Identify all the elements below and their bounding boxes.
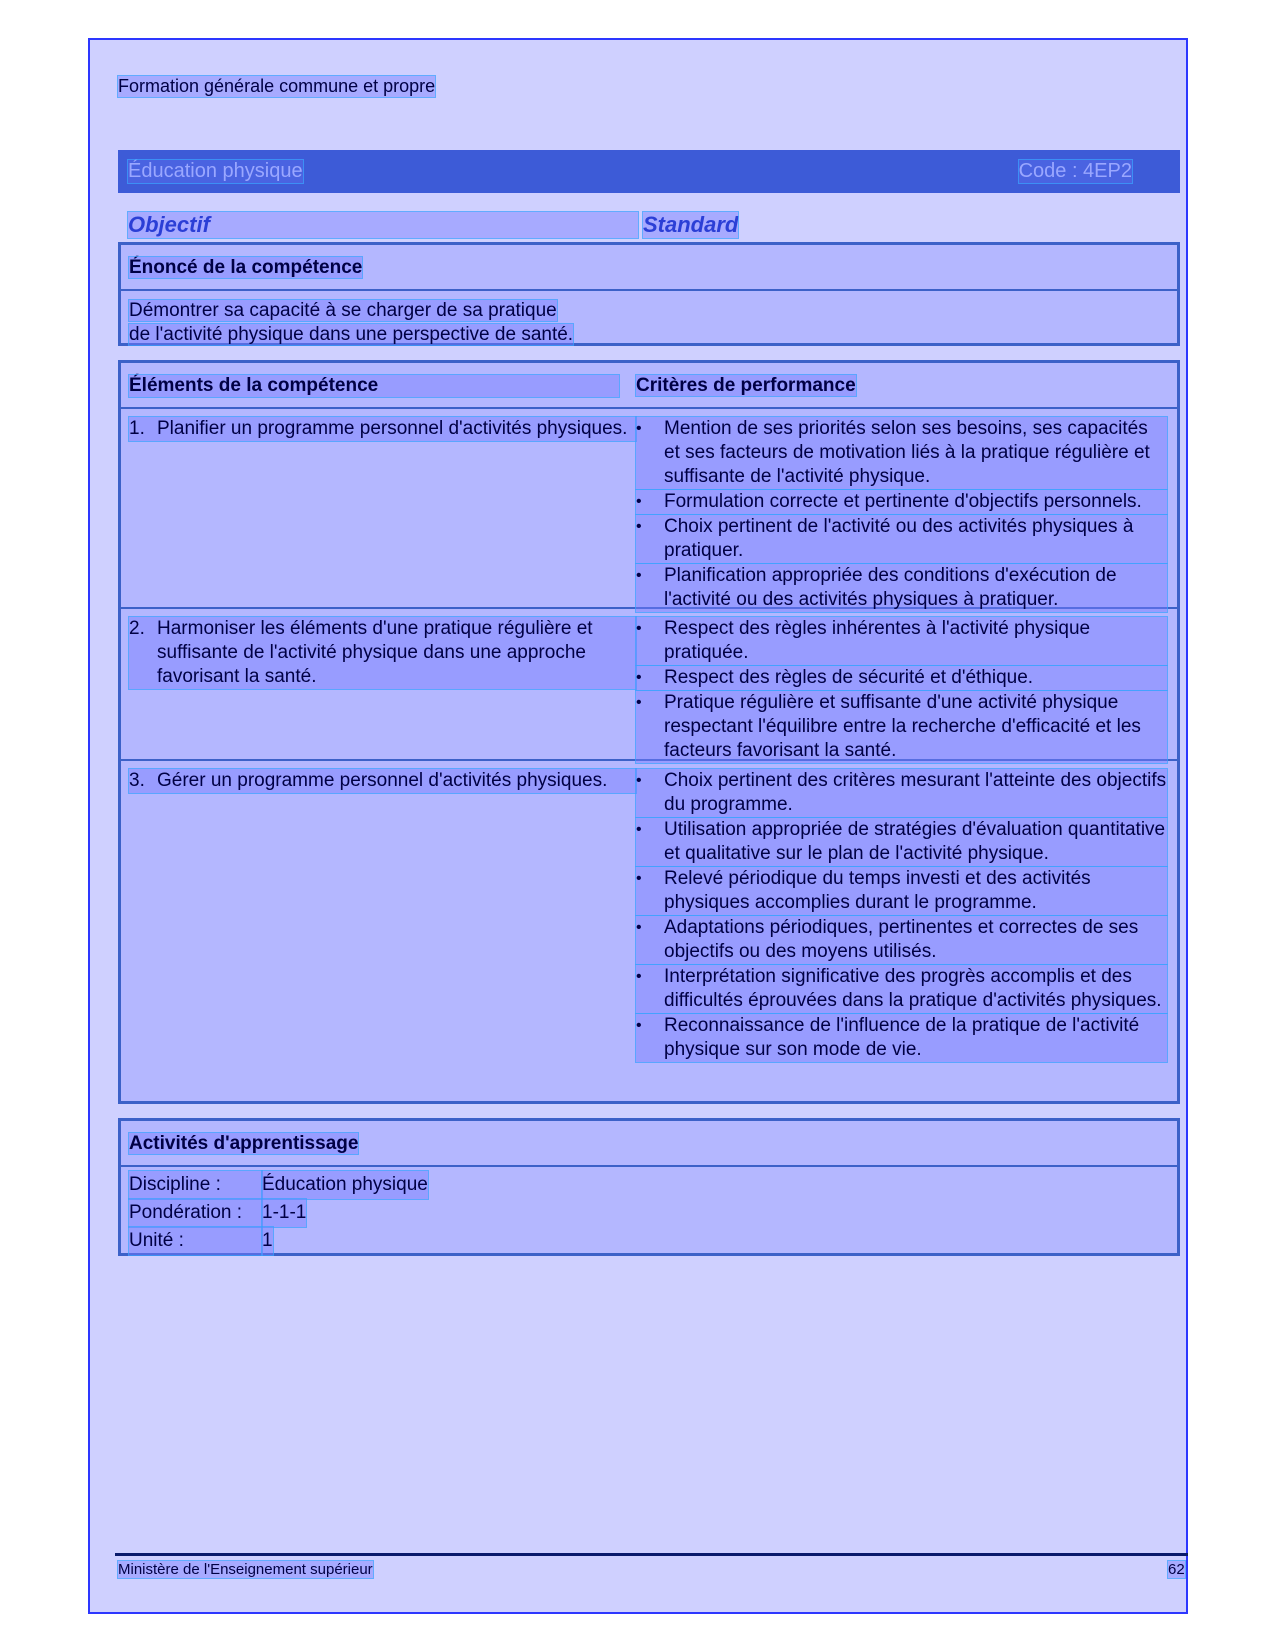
criterion-item <box>636 564 1167 612</box>
bullet-icon: • <box>636 420 642 437</box>
criterion-text: Pratique régulière et suffisante d'une activité physique respectant l'équilibre entre la recherche d'efficacité et les facteurs favorisant la santé. <box>664 692 1141 761</box>
standard-label: Standard <box>643 212 739 237</box>
competency-heading: Énoncé de la compétence <box>129 257 363 278</box>
discipline-value: Éducation physique <box>262 1171 428 1199</box>
course-code: Code : 4EP2 <box>1018 160 1132 182</box>
criterion-text: Choix pertinent de l'activité ou des activités physiques à pratiquer. <box>664 516 1134 561</box>
element-row-2 <box>121 607 1177 759</box>
criterion-text: Mention de ses priorités selon ses besoins, ses capacités et ses facteurs de motivation liés à la pratique régulière et suffisante de l'activité physique. <box>664 418 1150 487</box>
bullet-icon: • <box>636 772 642 789</box>
criterion-item <box>636 691 1167 763</box>
criterion-text: Relevé périodique du temps investi et des activités physiques accomplies durant le programme. <box>664 868 1091 913</box>
objective-standard-row <box>118 212 1180 244</box>
element-item-2 <box>129 617 636 689</box>
activities-box <box>118 1118 1180 1256</box>
weighting-label: Pondération : <box>129 1199 262 1227</box>
element-text: Harmoniser les éléments d'une pratique régulière et suffisante de l'activité physique dans une approche favorisant la santé. <box>157 618 593 687</box>
criterion-item <box>636 417 1167 489</box>
criterion-text: Interprétation significative des progrès accomplis et des difficultés éprouvées dans la pratique d'activités physiques. <box>664 966 1162 1011</box>
bullet-icon: • <box>636 919 642 936</box>
bullet-icon: • <box>636 567 642 584</box>
unit-row <box>129 1227 1169 1255</box>
bullet-icon: • <box>636 968 642 985</box>
page-number: 62 <box>1168 1561 1185 1578</box>
bullet-icon: • <box>636 821 642 838</box>
criterion-text: Respect des règles de sécurité et d'éthique. <box>664 667 1034 688</box>
criteria-list-2 <box>636 617 1167 763</box>
discipline-row <box>129 1171 1169 1199</box>
bullet-icon: • <box>636 694 642 711</box>
elements-heading: Éléments de la compétence <box>129 375 619 397</box>
criterion-item <box>636 617 1167 665</box>
criterion-item <box>636 965 1167 1013</box>
discipline-label: Discipline : <box>129 1171 262 1199</box>
elements-heading-row <box>121 363 1177 407</box>
footer-ministry: Ministère de l'Enseignement supérieur <box>118 1561 373 1578</box>
criterion-item <box>636 666 1167 690</box>
bullet-icon: • <box>636 493 642 510</box>
criterion-text: Reconnaissance de l'influence de la pratique de l'activité physique sur son mode de vie. <box>664 1015 1140 1060</box>
criterion-item <box>636 769 1167 817</box>
element-item-1 <box>129 417 636 441</box>
bullet-icon: • <box>636 870 642 887</box>
elements-box <box>118 360 1180 1104</box>
activities-heading-row <box>121 1121 1177 1165</box>
element-number: 3. <box>129 770 145 791</box>
element-row-1 <box>121 407 1177 610</box>
criterion-text: Formulation correcte et pertinente d'objectifs personnels. <box>664 491 1142 512</box>
criterion-item <box>636 867 1167 915</box>
bullet-icon: • <box>636 669 642 686</box>
criterion-item <box>636 515 1167 563</box>
element-item-3 <box>129 769 636 793</box>
unit-label: Unité : <box>129 1227 262 1255</box>
activities-details <box>121 1165 1177 1263</box>
criterion-text: Adaptations périodiques, pertinentes et correctes de ses objectifs ou des moyens utilisés. <box>664 917 1139 962</box>
element-text: Planifier un programme personnel d'activités physiques. <box>157 418 628 439</box>
objective-label: Objectif <box>128 212 638 238</box>
criterion-text: Planification appropriée des conditions d'exécution de l'activité ou des activités physiques à pratiquer. <box>664 565 1117 610</box>
unit-value: 1 <box>262 1227 273 1255</box>
competency-box <box>118 242 1180 346</box>
title-bar <box>118 150 1180 193</box>
bullet-icon: • <box>636 1017 642 1034</box>
criterion-item <box>636 916 1167 964</box>
element-text: Gérer un programme personnel d'activités physiques. <box>157 770 608 791</box>
course-title: Éducation physique <box>128 160 303 182</box>
criteria-list-1 <box>636 417 1167 612</box>
competency-text-line-2: de l'activité physique dans une perspective de santé. <box>129 324 574 345</box>
criteria-heading: Critères de performance <box>636 375 856 396</box>
element-number: 2. <box>129 618 145 639</box>
element-row-3 <box>121 759 1177 1069</box>
bullet-icon: • <box>636 518 642 535</box>
criterion-item <box>636 1014 1167 1062</box>
running-header: Formation générale commune et propre <box>118 76 436 96</box>
competency-heading-row <box>121 245 1177 289</box>
competency-text-row <box>121 289 1177 355</box>
page-content <box>118 76 1180 1586</box>
criterion-text: Utilisation appropriée de stratégies d'évaluation quantitative et qualitative sur le plan de l'activité physique. <box>664 819 1166 864</box>
criterion-item <box>636 490 1167 514</box>
activities-heading: Activités d'apprentissage <box>129 1133 359 1154</box>
weighting-value: 1-1-1 <box>262 1199 306 1227</box>
criterion-text: Choix pertinent des critères mesurant l'atteinte des objectifs du programme. <box>664 770 1167 815</box>
element-number: 1. <box>129 418 145 439</box>
competency-text-line-1: Démontrer sa capacité à se charger de sa pratique <box>129 300 557 321</box>
criterion-item <box>636 818 1167 866</box>
bullet-icon: • <box>636 620 642 637</box>
footer-divider <box>115 1553 1188 1556</box>
criterion-text: Respect des règles inhérentes à l'activité physique pratiquée. <box>664 618 1091 663</box>
weighting-row <box>129 1199 1169 1227</box>
criteria-list-3 <box>636 769 1167 1062</box>
